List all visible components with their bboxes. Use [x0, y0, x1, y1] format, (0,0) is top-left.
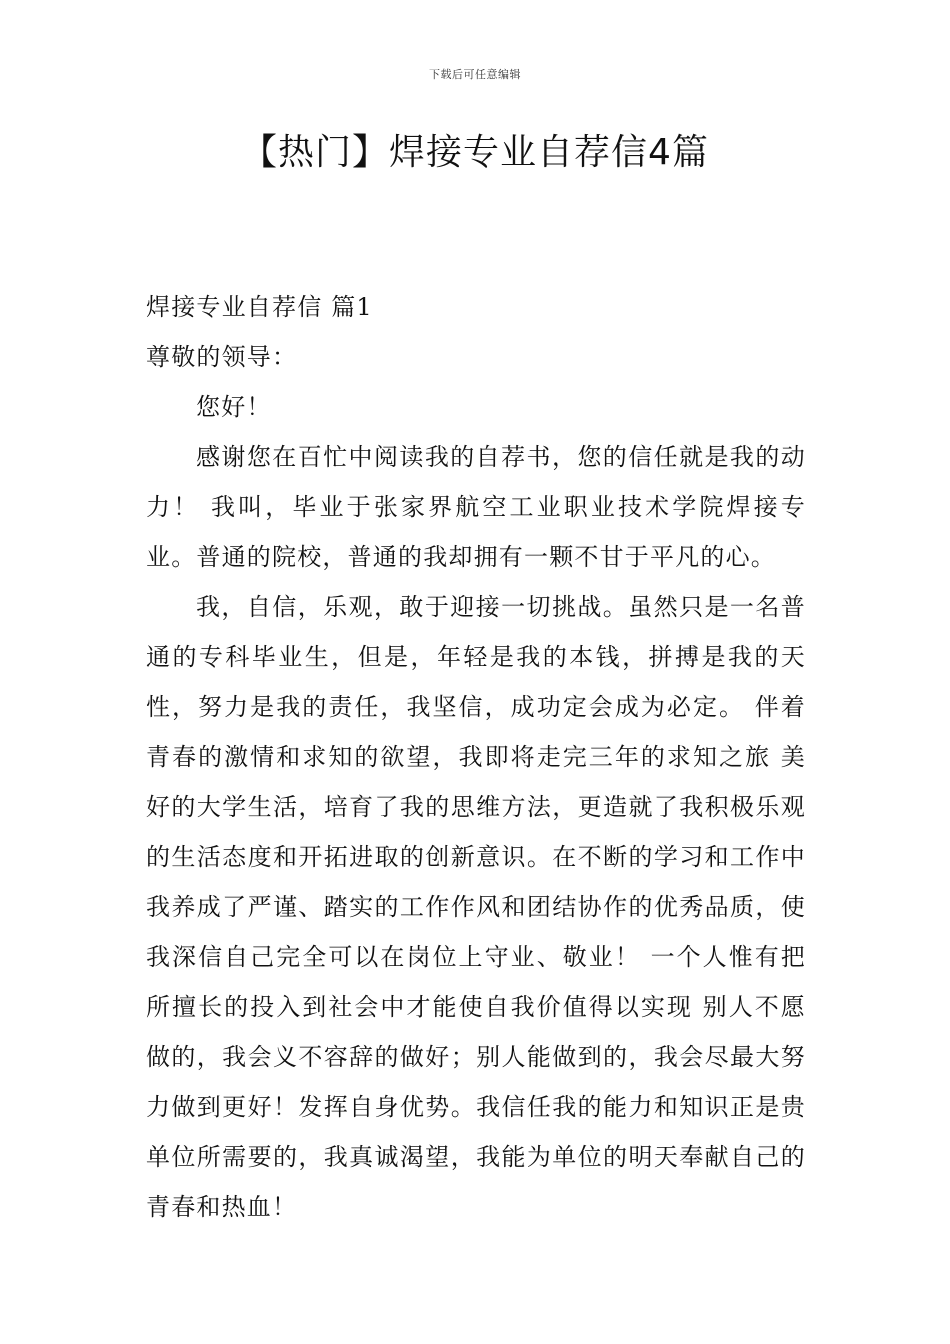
- document-title: 【热门】焊接专业自荐信4篇: [241, 132, 709, 173]
- paragraph: 我，自信，乐观，敢于迎接一切挑战。虽然只是一名普通的专科毕业生，但是，年轻是我的本钱，拼搏是我的天性，努力是我的责任，我坚信，成功定会成为必定。 伴着青春的激情和求知的欲望，我即将走完三年的求知之旅 美好的大学生活，培育了我的思维方法，更造就了我积极乐观的生活态度和开拓进取的创新意识。在不断的学习和工作中我养成了严谨、踏实的工作作风和团结协作的优秀品质，使我深信自己完全可以在岗位上守业、敬业！ 一个人惟有把所擅长的投入到社会中才能使自我价值得以实现 别人不愿做的，我会义不容辞的做好；别人能做到的，我会尽最大努力做到更好！发挥自身优势。我信任我的能力和知识正是贵单位所需要的，我真诚渴望，我能为单位的明天奉献自己的青春和热血！: [146, 593, 806, 1221]
- header-note: 下载后可任意编辑: [429, 68, 521, 81]
- paragraph: 感谢您在百忙中阅读我的自荐书，您的信任就是我的动力！ 我叫，毕业于张家界航空工业职业技术学院焊接专业。普通的院校，普通的我却拥有一颗不甘于平凡的心。: [146, 443, 806, 571]
- greeting: 您好！: [196, 393, 272, 421]
- section-heading: 焊接专业自荐信 篇1: [146, 293, 373, 321]
- document-body: [146, 282, 806, 1232]
- salutation: 尊敬的领导：: [146, 343, 298, 371]
